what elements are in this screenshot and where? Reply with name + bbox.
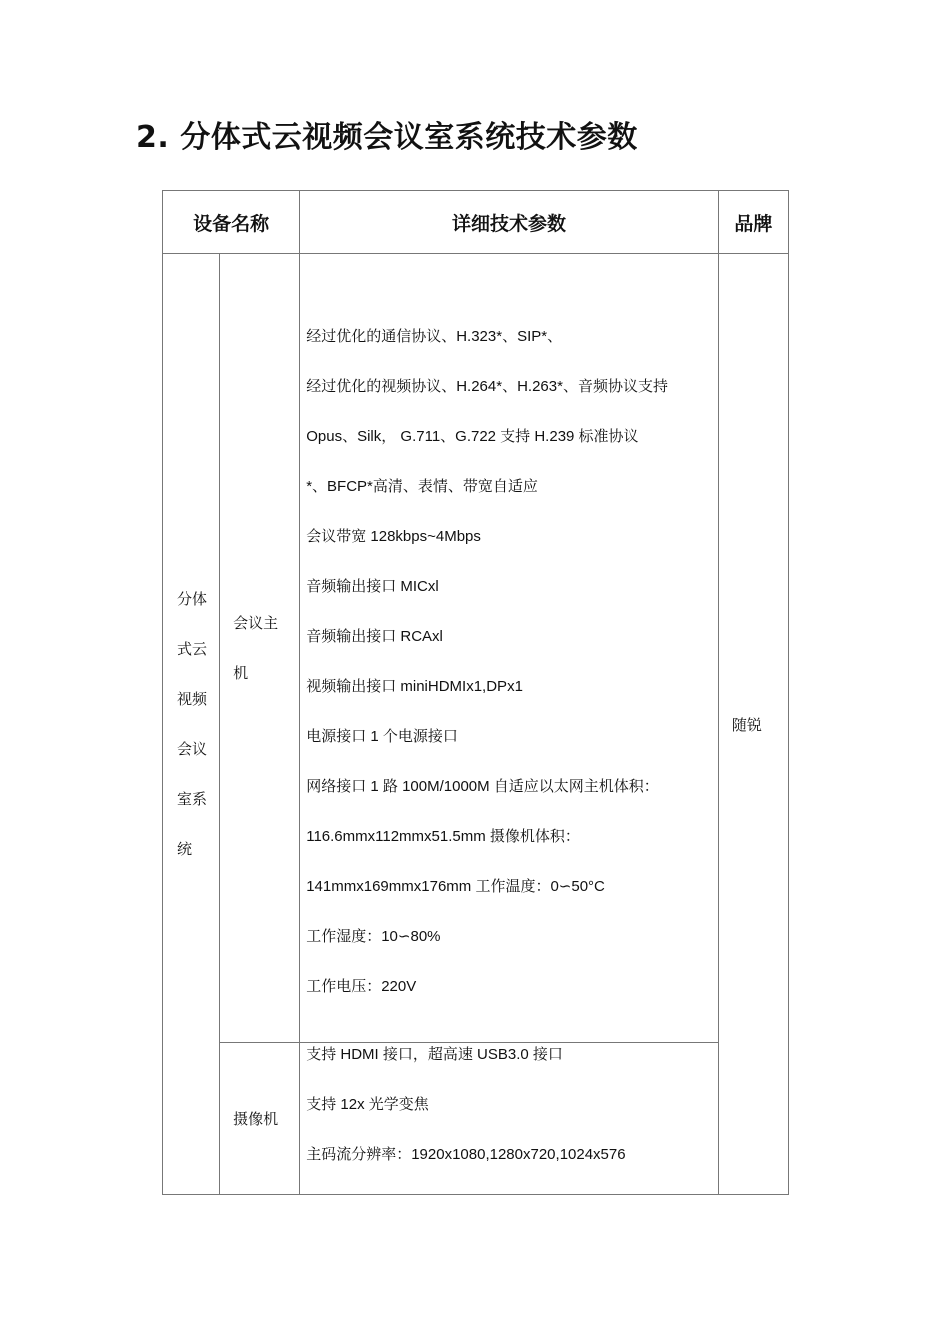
spec-line: 141mmx169mmx176mm 工作温度：0∽50°C [306, 878, 605, 895]
spec-line: 视频输出接口 miniHDMIx1,DPx1 [306, 678, 523, 695]
spec-line: 经过优化的视频协议、H.264*、H.263*、音频协议支持 [306, 378, 668, 395]
category-line: 会议 [177, 740, 208, 758]
device-name-cell [220, 1043, 300, 1195]
header-params: 详细技术参数 [300, 191, 719, 254]
device-name-cell [220, 254, 300, 1043]
category-line: 室系 [177, 790, 208, 808]
spec-line: 支持 12x 光学变焦 [306, 1096, 429, 1113]
table-row [163, 1043, 789, 1195]
header-brand: 品牌 [718, 191, 788, 254]
table-header-row [163, 191, 789, 254]
device-name-line: 会议主 [233, 614, 279, 632]
spec-line: 经过优化的通信协议、H.323*、SIP*、 [306, 328, 563, 345]
category-line: 分体 [177, 590, 208, 608]
section-title: 2. 分体式云视频会议室系统技术参数 [136, 120, 638, 155]
spec-line: Opus、Silk， G.711、G.722 支持 H.239 标准协议 [306, 428, 639, 445]
brand-cell: 随锐 [718, 254, 788, 1195]
spec-line: 音频输出接口 RCAxl [306, 628, 443, 645]
device-name-line: 摄像机 [233, 1109, 279, 1128]
device-specs-cell [300, 254, 719, 1043]
device-specs-cell [300, 1043, 719, 1195]
header-device-name: 设备名称 [163, 191, 300, 254]
spec-line: 工作电压：220V [306, 978, 417, 995]
table-row [163, 254, 789, 1043]
spec-line: 工作湿度：10∽80% [306, 928, 441, 945]
spec-line: 116.6mmx112mmx51.5mm 摄像机体积： [306, 828, 580, 845]
category-line: 视频 [177, 690, 208, 708]
spec-line: 网络接口 1 路 100M/1000M 自适应以太网主机体积： [306, 778, 659, 795]
device-name-line: 机 [233, 664, 249, 682]
spec-line: 支持 HDMI 接口，超高速 USB3.0 接口 [306, 1046, 563, 1063]
category-cell [163, 254, 220, 1195]
category-line: 式云 [177, 640, 208, 658]
spec-table [162, 190, 789, 1195]
category-line: 统 [177, 840, 193, 858]
spec-line: 会议带宽 128kbps~4Mbps [306, 528, 481, 545]
spec-line: *、BFCP*高清、表情、带宽自适应 [306, 478, 538, 495]
spec-line: 主码流分辨率：1920x1080,1280x720,1024x576 [306, 1146, 626, 1163]
spec-line: 音频输出接口 MICxl [306, 578, 439, 595]
spec-line: 电源接口 1 个电源接口 [306, 728, 458, 745]
